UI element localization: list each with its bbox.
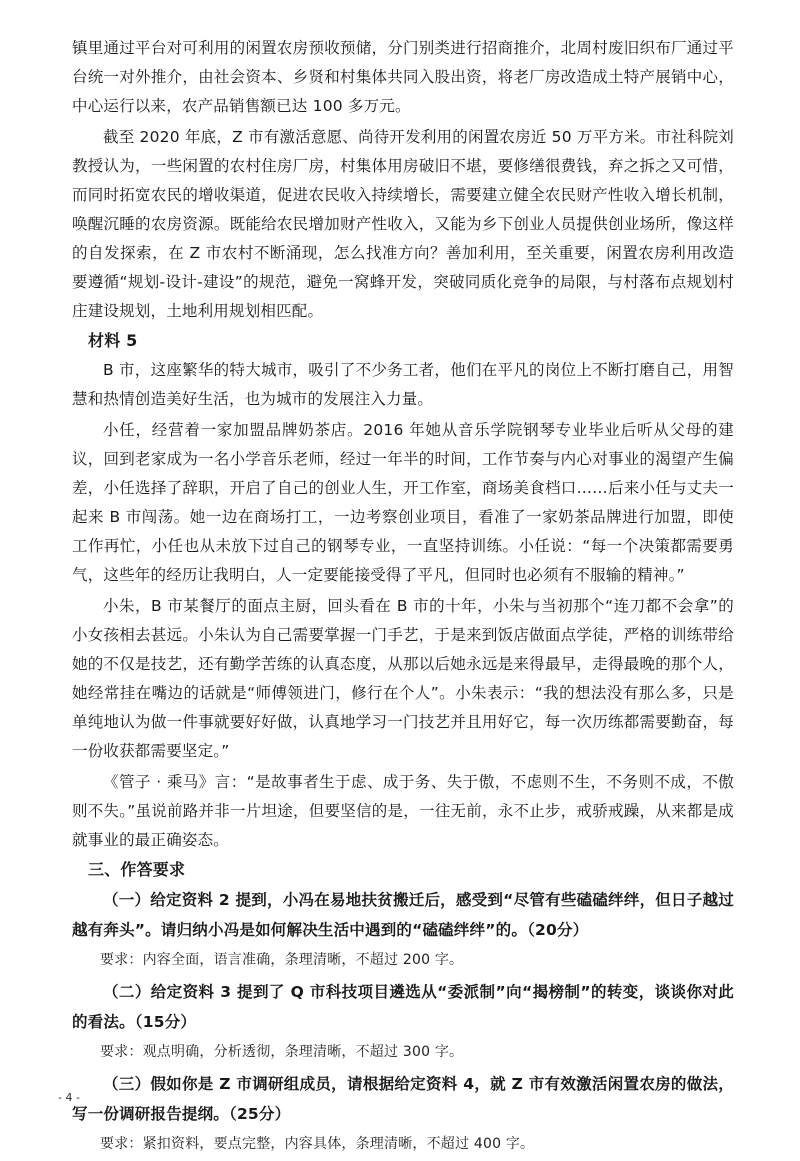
paragraph-guanzi: 《管子 · 乘马》言：“是故事者生于虑、成于务、失于傲，不虑则不生，不务则不成，不傲则不失。”虽说前路并非一片坦途，但要坚信的是，一往无前，永不止步，戒骄戒躁，从来都是成就事业的最正确姿态。 bbox=[72, 773, 734, 849]
section-3-heading: 三、作答要求 bbox=[88, 860, 186, 879]
paragraph-z-city: 截至 2020 年底，Z 市有激活意愿、尚待开发利用的闲置农房近 50 万平方米。市社科院刘教授认为，一些闲置的农村住房厂房，村集体用房破旧不堪，要修缮很费钱，弃之拆之又可惜，而同时拓宽农民的增收渠道，促进农民收入持续增长，需要建立健全农民财产性收入增长机制，唤醒沉睡的农房资源。既能给农民增加财产性收入，又能为乡下创业人员提供创业场所，像这样的自发探索，在 Z 市农村不断涌现，怎么找准方向？善加利用，至关重要，闲置农房利用改造要遵循“规划-设计-建设”的规范，避免一窝蜂开发，突破同质化竞争的局限，与村落布点规划村庄建设规划，土地利用规划相匹配。 bbox=[72, 128, 734, 320]
requirement-2: 要求：观点明确，分析透彻，条理清晰，不超过 300 字。 bbox=[100, 1044, 464, 1060]
requirement-3: 要求：紧扣资料，要点完整，内容具体，条理清晰，不超过 400 字。 bbox=[100, 1136, 535, 1152]
question-2: （二）给定资料 3 提到了 Q 市科技项目遴选从“委派制”向“揭榜制”的转变，谈谈你对此的看法。（15分） bbox=[72, 983, 734, 1031]
paragraph-beizhou: 镇里通过平台对可利用的闲置农房预收预储，分门别类进行招商推介，北周村废旧织布厂通过平台统一对外推介，由社会资本、乡贤和村集体共同入股出资，将老厂房改造成土特产展销中心，中心运行以来，农产品销售额已达 100 多万元。 bbox=[72, 39, 734, 115]
page-number: - 4 - bbox=[58, 1091, 80, 1104]
requirement-1: 要求：内容全面，语言准确，条理清晰，不超过 200 字。 bbox=[100, 952, 464, 968]
paragraph-xiaozhu: 小朱，B 市某餐厅的面点主厨，回头看在 B 市的十年，小朱与当初那个“连刀都不会拿”的小女孩相去甚远。小朱认为自己需要掌握一门手艺，于是来到饭店做面点学徒，严格的训练带给她的不仅是技艺，还有勤学苦练的认真态度，从那以后她永远是来得最早，走得最晚的那个人，她经常挂在嘴边的话就是“师傅领进门，修行在个人”。小朱表示：“我的想法没有那么多，只是单纯地认为做一件事就要好好做，认真地学习一门技艺并且用好它，每一次历练都需要勤奋，每一份收获都需要坚定。” bbox=[72, 597, 734, 760]
question-3: （三）假如你是 Z 市调研组成员，请根据给定资料 4，就 Z 市有效激活闲置农房的做法，写一份调研报告提纲。（25分） bbox=[72, 1075, 734, 1123]
material-5-heading: 材料 5 bbox=[88, 331, 138, 350]
document-page bbox=[72, 34, 734, 1161]
question-1: （一）给定资料 2 提到，小冯在易地扶贫搬迁后，感受到“尽管有些磕磕绊绊，但日子越过越有奔头”。请归纳小冯是如何解决生活中遇到的“磕磕绊绊”的。（20分） bbox=[72, 891, 734, 939]
paragraph-xiaoren: 小任，经营着一家加盟品牌奶茶店。2016 年她从音乐学院钢琴专业毕业后听从父母的建议，回到老家成为一名小学音乐老师，经过一年半的时间，工作节奏与内心对事业的渴望产生偏差，小任选择了辞职，开启了自己的创业人生，开工作室，商场美食档口……后来小任与丈夫一起来 B 市闯荡。她一边在商场打工，一边考察创业项目，看准了一家奶茶品牌进行加盟，即使工作再忙，小任也从未放下过自己的钢琴专业，一直坚持训练。小任说：“每一个决策都需要勇气，这些年的经历让我明白，人一定要能接受得了平凡，但同时也必须有不服输的精神。” bbox=[72, 421, 734, 584]
paragraph-b-city: B 市，这座繁华的特大城市，吸引了不少务工者，他们在平凡的岗位上不断打磨自己，用智慧和热情创造美好生活，也为城市的发展注入力量。 bbox=[72, 361, 734, 408]
